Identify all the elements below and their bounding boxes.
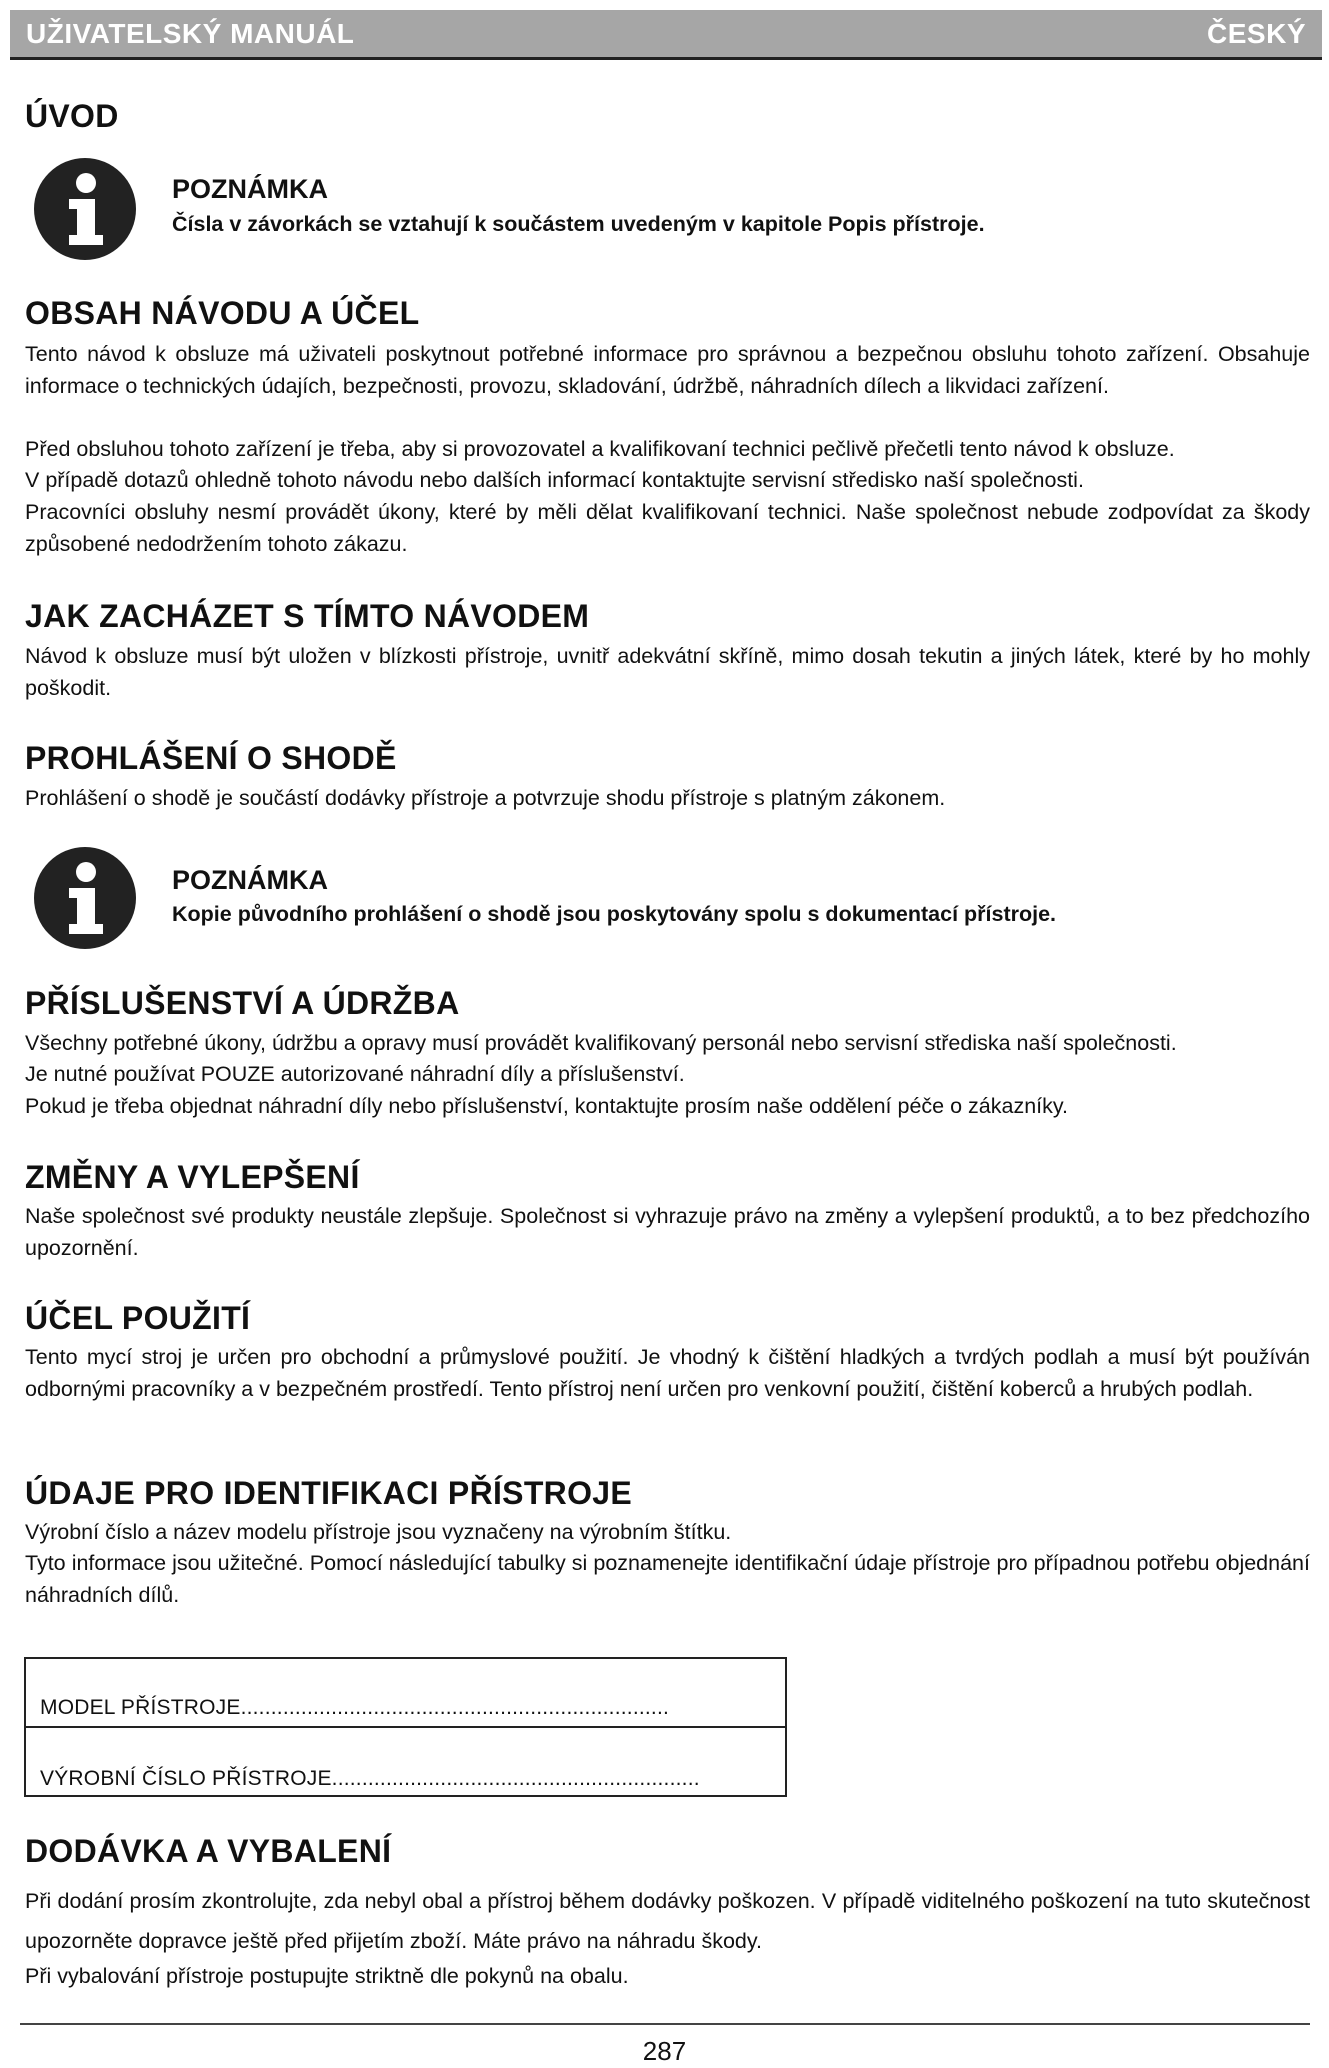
section-title-prohlaseni: PROHLÁŠENÍ O SHODĚ (25, 740, 397, 776)
serial-number-field: VÝROBNÍ ČÍSLO PŘÍSTROJE............................................................. (40, 1767, 700, 1790)
paragraph: Návod k obsluze musí být uložen v blízkosti přístroje, uvnitř adekvátní skříně, mimo dosah tekutin a jiných látek, které by ho mohly poškodit. (25, 644, 1310, 700)
paragraph: Pokud je třeba objednat náhradní díly nebo příslušenství, kontaktujte prosím naše oddělení péče o zákazníky. (25, 1094, 1069, 1118)
paragraph: Všechny potřebné úkony, údržbu a opravy musí provádět kvalifikovaný personál nebo servisní střediska naší společnosti. (25, 1031, 1177, 1055)
page-header (10, 10, 1322, 60)
section-title-udaje: ÚDAJE PRO IDENTIFIKACI PŘÍSTROJE (25, 1475, 633, 1511)
header-title: UŽIVATELSKÝ MANUÁL (26, 17, 355, 49)
page-number: 287 (642, 2036, 687, 2066)
section-title-ucel: ÚČEL POUŽITÍ (25, 1300, 251, 1336)
paragraph: Tento mycí stroj je určen pro obchodní a průmyslové použití. Je vhodný k čištění hladkých a tvrdých podlah a musí být používán odbornými pracovníky a v bezpečném prostředí. Tento přístroj není určen pro venkovní použití, čištění koberců a hrubých podlah. (25, 1345, 1310, 1401)
table-row (26, 1728, 785, 1797)
section-title-jak: JAK ZACHÁZET S TÍMTO NÁVODEM (25, 598, 590, 634)
paragraph: Pracovníci obsluhy nesmí provádět úkony, které by měli dělat kvalifikovaní technici. Naše společnost nebude zodpovídat za škody způsobené nedodržením tohoto zákazu. (25, 500, 1310, 556)
paragraph: Tento návod k obsluze má uživateli poskytnout potřebné informace pro správnou a bezpečnou obsluhu tohoto zařízení. Obsahuje informace o technických údajích, bezpečnosti, provozu, skladování, údržbě, náhradních dílech a likvidaci zařízení. (25, 342, 1310, 398)
identification-table (24, 1657, 787, 1797)
note-title: POZNÁMKA (172, 865, 328, 895)
info-icon (33, 157, 137, 261)
section-title-uvod: ÚVOD (25, 98, 119, 134)
section-title-prislusenstvi: PŘÍSLUŠENSTVÍ A ÚDRŽBA (25, 985, 460, 1021)
note-text: Kopie původního prohlášení o shodě jsou poskytovány spolu s dokumentací přístroje. (172, 902, 1057, 926)
paragraph: Prohlášení o shodě je součástí dodávky přístroje a potvrzuje shodu přístroje s platným zákonem. (25, 786, 946, 810)
paragraph: Tyto informace jsou užitečné. Pomocí následující tabulky si poznamenejte identifikační údaje přístroje pro případnou potřebu objednání náhradních dílů. (25, 1551, 1310, 1607)
model-field: MODEL PŘÍSTROJE....................................................................... (40, 1696, 670, 1719)
section-title-obsah: OBSAH NÁVODU A ÚČEL (25, 295, 420, 331)
paragraph: Při vybalování přístroje postupujte striktně dle pokynů na obalu. (25, 1964, 629, 1988)
footer-divider (20, 2023, 1310, 2025)
paragraph: Před obsluhou tohoto zařízení je třeba, aby si provozovatel a kvalifikovaní technici pečlivě přečetli tento návod k obsluze. (25, 437, 1175, 461)
header-language: ČESKÝ (1207, 17, 1306, 49)
paragraph: Je nutné používat POUZE autorizované náhradní díly a příslušenství. (25, 1062, 685, 1086)
paragraph: Při dodání prosím zkontrolujte, zda nebyl obal a přístroj během dodávky poškozen. V případě viditelného poškození na tuto skutečnost upozorněte dopravce ještě před přijetím zboží. Máte právo na náhradu škody. (25, 1889, 1310, 1953)
info-icon (33, 846, 137, 950)
section-title-zmeny: ZMĚNY A VYLEPŠENÍ (25, 1159, 360, 1195)
note-text: Čísla v závorkách se vztahují k součástem uvedeným v kapitole Popis přístroje. (172, 212, 985, 236)
note-title: POZNÁMKA (172, 174, 328, 204)
paragraph: Výrobní číslo a název modelu přístroje jsou vyznačeny na výrobním štítku. (25, 1520, 732, 1544)
paragraph: Naše společnost své produkty neustále zlepšuje. Společnost si vyhrazuje právo na změny a vylepšení produktů, a to bez předchozího upozornění. (25, 1204, 1310, 1260)
paragraph: V případě dotazů ohledně tohoto návodu nebo dalších informací kontaktujte servisní středisko naší společnosti. (25, 468, 1084, 492)
section-title-dodavka: DODÁVKA A VYBALENÍ (25, 1833, 392, 1869)
table-row (26, 1659, 785, 1728)
